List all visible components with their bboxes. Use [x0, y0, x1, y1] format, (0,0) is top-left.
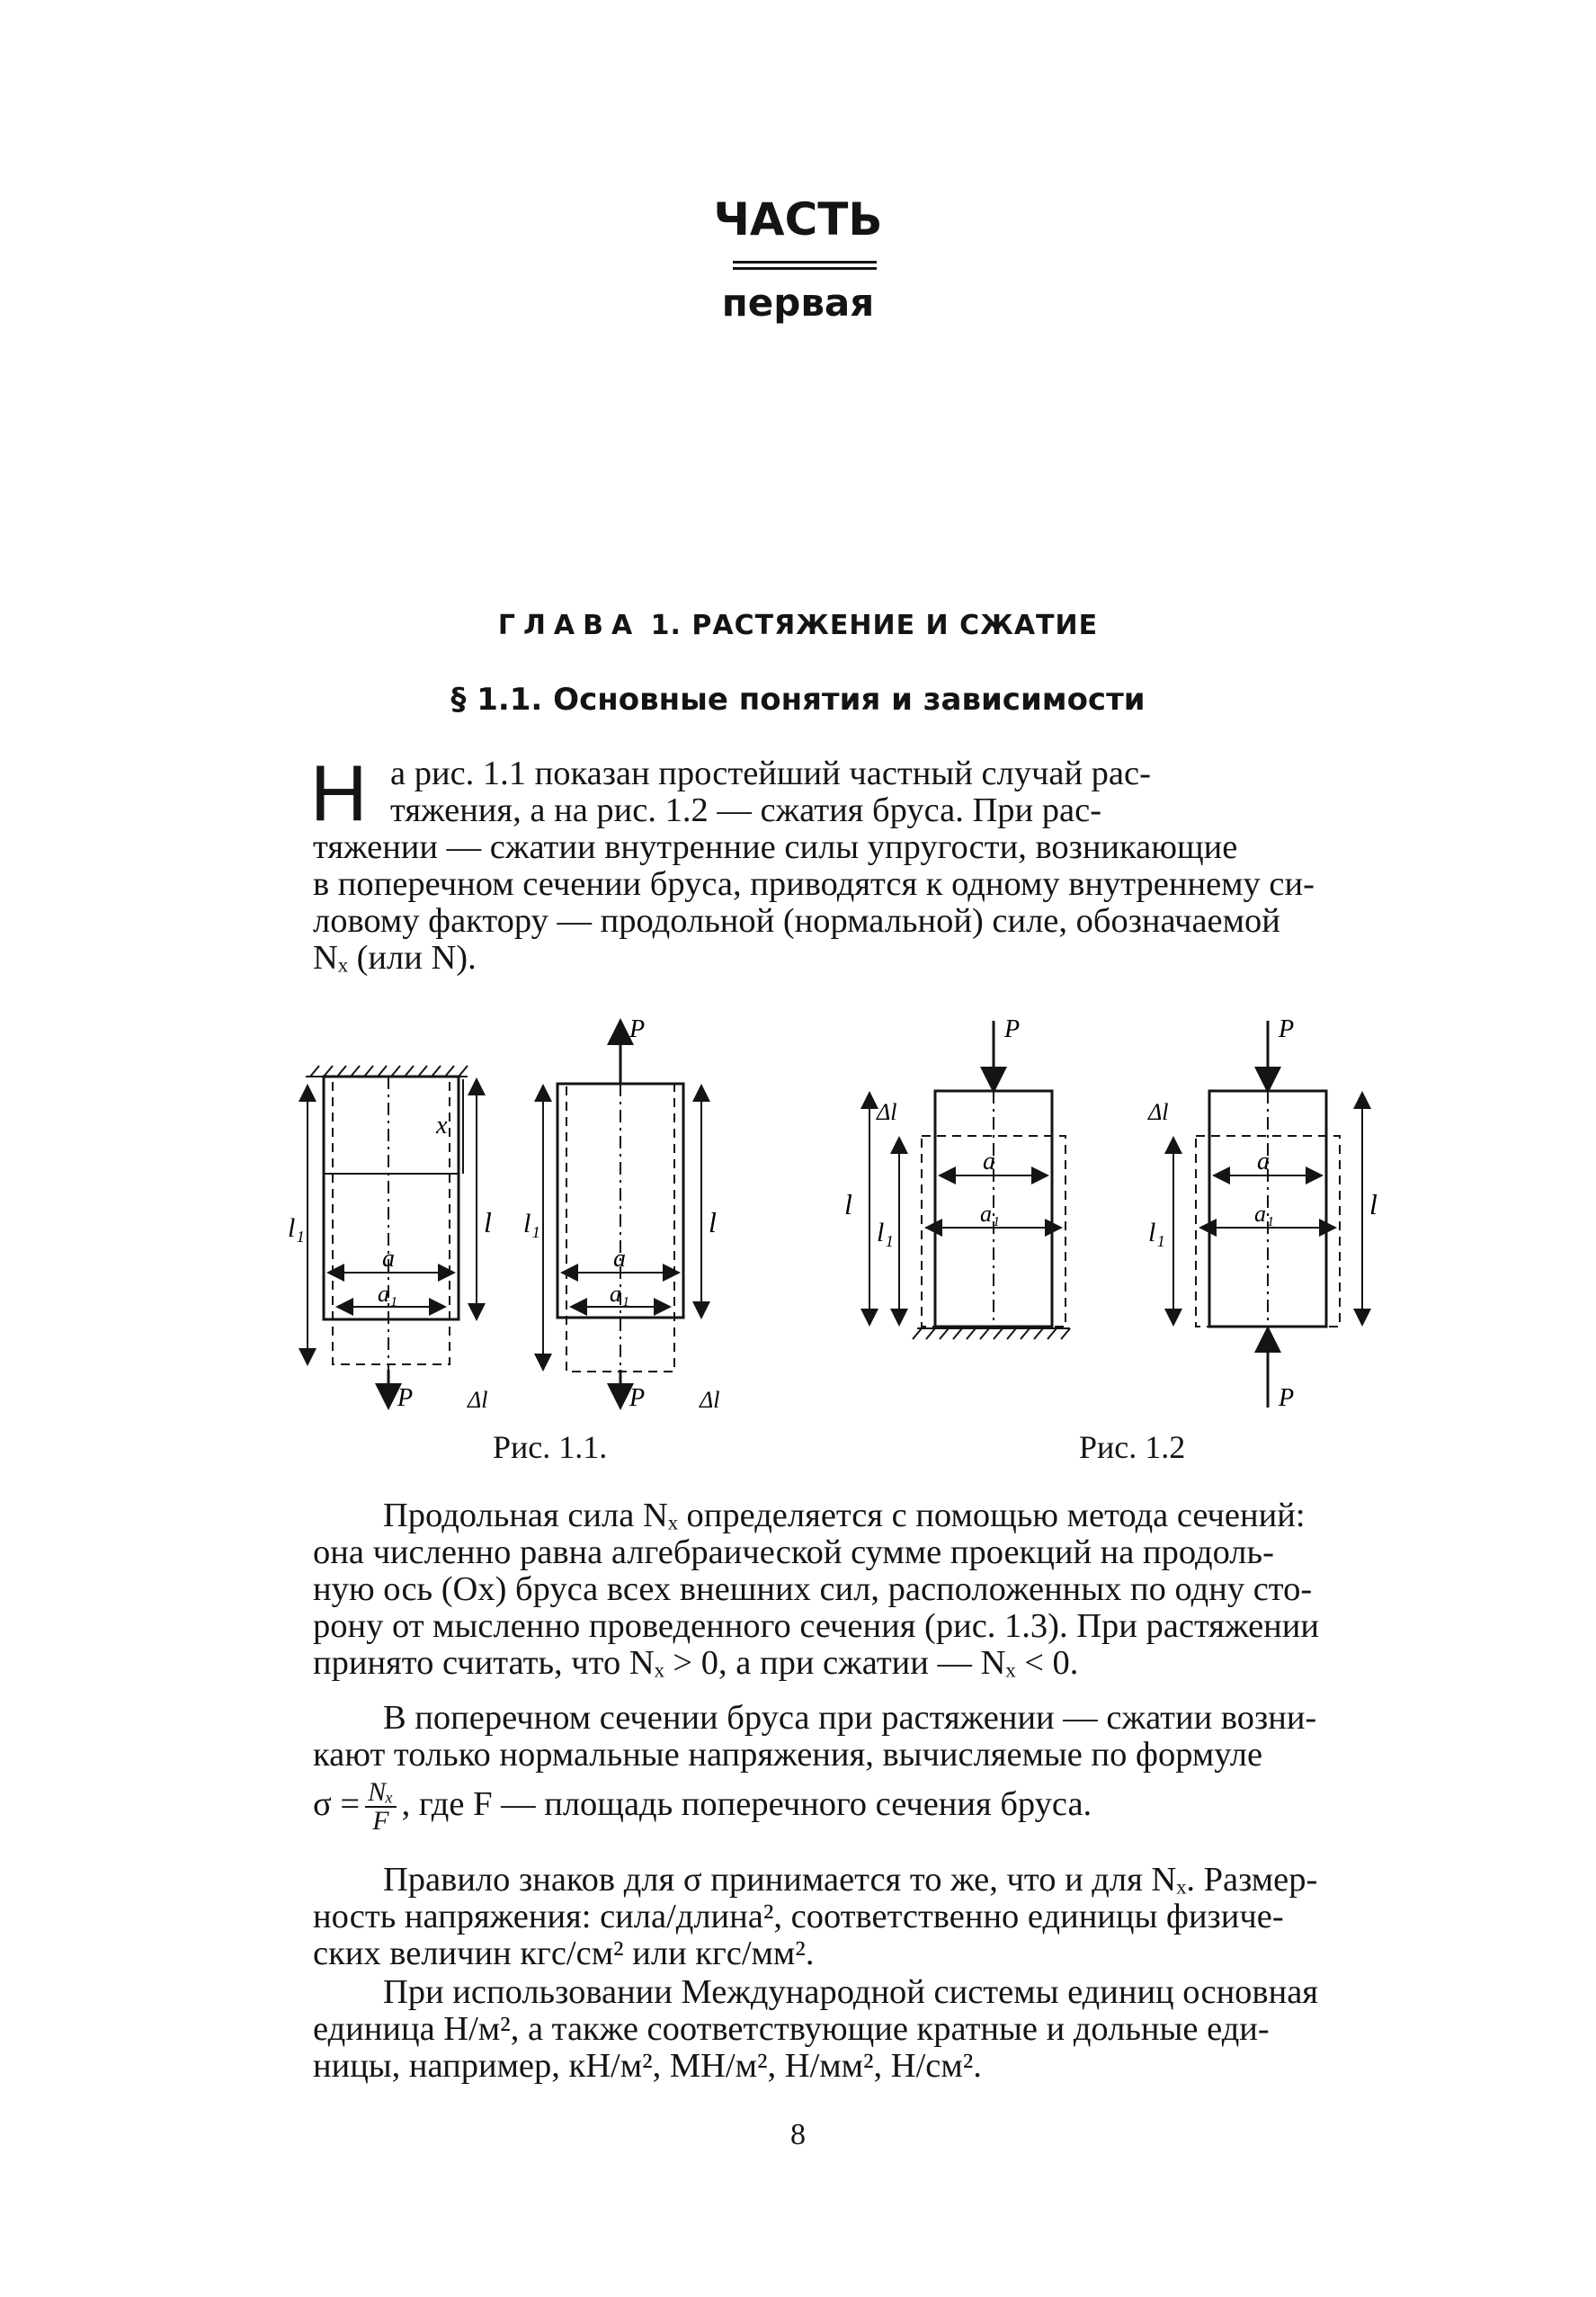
paragraph-normal-stress	[313, 1700, 1450, 1835]
dim-label-a1-c1: a₁	[980, 1201, 1001, 1227]
dim-label-l1-c2: l₁	[1148, 1218, 1165, 1247]
dim-label-x: x	[436, 1112, 448, 1140]
dim-label-a-c1: a	[983, 1148, 995, 1175]
formula-fraction	[365, 1779, 397, 1835]
figure-1-1-tension-diagram	[288, 1012, 773, 1430]
dim-label-dl-c2: Δl	[1148, 1099, 1169, 1125]
force-label-p-bottom: P	[629, 1384, 646, 1412]
dim-label-a: a	[382, 1245, 395, 1273]
dim-label-dl: Δl	[468, 1387, 488, 1413]
chapter-prefix: ГЛАВА	[497, 610, 641, 641]
chapter-title: 1. РАСТЯЖЕНИЕ И СЖАТИЕ	[650, 610, 1099, 641]
intro-paragraph	[313, 755, 1450, 977]
dim-label-dl-c1: Δl	[877, 1099, 897, 1125]
formula-denominator: F	[372, 1806, 389, 1836]
text-line: тяжении — сжатии внутренние силы упругости, возникающие	[313, 828, 1238, 866]
text-line: принято считать, что Nₓ > 0, а при сжатии — Nₓ < 0.	[313, 1644, 1079, 1682]
part-title: ЧАСТЬ	[713, 193, 883, 246]
formula-lhs: σ =	[313, 1784, 361, 1823]
figure-1-2-caption: Рис. 1.2	[1079, 1429, 1186, 1465]
dim-label-l-b: l	[709, 1206, 717, 1238]
dim-label-l1-b: l₁	[523, 1209, 540, 1238]
figure-1-2-compression-diagram	[832, 1012, 1479, 1430]
stress-formula-line	[313, 1779, 1450, 1835]
dim-label-l: l	[484, 1206, 492, 1238]
chapter-heading	[0, 610, 1596, 641]
text-line: ских величин кгс/см² или кгс/мм².	[313, 1935, 815, 1972]
text-line: единица Н/м², а также соответствующие кратные и дольные еди-	[313, 2010, 1270, 2048]
title-double-rule	[733, 261, 877, 270]
text-line: тяжения, а на рис. 1.2 — сжатия бруса. При рас-	[390, 791, 1102, 829]
force-label-p-c2-bottom: P	[1279, 1384, 1295, 1412]
text-line: в поперечном сечении бруса, приводятся к одному внутреннему си-	[313, 865, 1315, 903]
paragraph-si-units	[313, 1974, 1450, 2085]
text-line: а рис. 1.1 показан простейший частный случай рас-	[390, 755, 1151, 792]
text-line: При использовании Международной системы единиц основная	[383, 1973, 1319, 2011]
text-line: кают только нормальные напряжения, вычисляемые по формуле	[313, 1736, 1263, 1774]
fixed-support-hatching	[913, 1328, 1070, 1339]
text-line: ловому фактору — продольной (нормальной) силе, обозначаемой	[313, 902, 1280, 940]
part-subtitle: первая	[721, 281, 875, 325]
dim-label-a1: a₁	[378, 1281, 398, 1307]
dim-label-a1-b: a₁	[610, 1281, 630, 1307]
dim-label-l-c2: l	[1369, 1188, 1378, 1220]
text-line: ницы, например, кН/м², МН/м², Н/мм², Н/см².	[313, 2047, 982, 2085]
figure-1-1-caption: Рис. 1.1.	[493, 1429, 608, 1465]
force-label-p-top: P	[629, 1015, 646, 1043]
force-label-p: P	[397, 1384, 414, 1412]
paragraph-longitudinal-force	[313, 1497, 1450, 1682]
dim-label-l-c1: l	[844, 1188, 852, 1220]
paragraph-sign-rule	[313, 1862, 1450, 1972]
text-line: ную ось (Ox) бруса всех внешних сил, расположенных по одну сто-	[313, 1570, 1313, 1608]
dim-label-l1: l₁	[288, 1213, 305, 1243]
text-line: ность напряжения: сила/длина², соответственно единицы физиче-	[313, 1898, 1284, 1935]
formula-rest: , где F — площадь поперечного сечения бруса.	[401, 1784, 1092, 1823]
force-label-p-c2-top: P	[1279, 1015, 1295, 1043]
force-label-p-c1: P	[1004, 1015, 1021, 1043]
bar-1-after	[333, 1077, 450, 1364]
dim-label-a1-c2: a₁	[1254, 1201, 1275, 1227]
dim-label-a-b: a	[613, 1245, 626, 1273]
dim-label-a-c2: a	[1257, 1148, 1270, 1175]
page-number: 8	[790, 2118, 806, 2151]
formula-numerator: Nₓ	[365, 1779, 397, 1808]
text-line: Продольная сила Nₓ определяется с помощью метода сечений:	[383, 1497, 1306, 1534]
dim-label-dl-b: Δl	[700, 1387, 720, 1413]
text-line: она численно равна алгебраической сумме проекций на продоль-	[313, 1533, 1274, 1571]
dim-label-l1-c1: l₁	[877, 1218, 894, 1247]
fixed-support-hatching	[306, 1066, 468, 1077]
text-line: Nₓ (или N).	[313, 939, 477, 977]
text-line: рону от мысленно проведенного сечения (рис. 1.3). При растяжении	[313, 1607, 1319, 1645]
drop-cap: Н	[310, 748, 368, 837]
section-heading: § 1.1. Основные понятия и зависимости	[450, 682, 1146, 718]
text-line: Правило знаков для σ принимается то же, что и для Nₓ. Размер-	[383, 1861, 1318, 1899]
text-line: В поперечном сечении бруса при растяжении — сжатии возни-	[383, 1699, 1317, 1737]
